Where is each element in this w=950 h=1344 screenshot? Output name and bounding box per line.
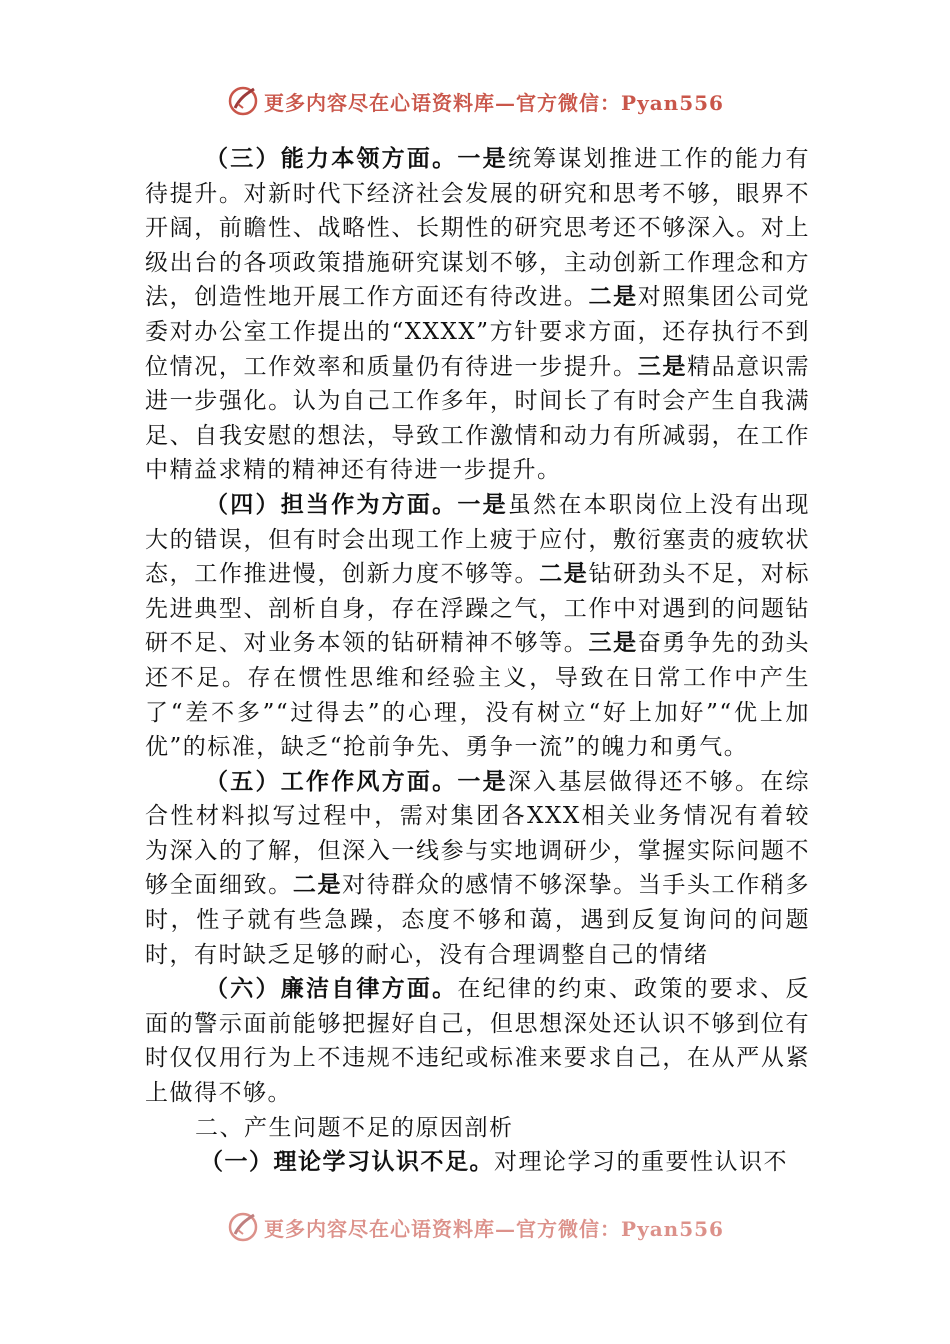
paragraph-text: 统筹谋划推进工作的能力有待提升。对新时代下经济社会发展的研究和思考不够，眼界不开阔，前瞻性、战略性、长期性的研究思考还不够深入。对上级出台的各项政策措施研究谋划不够，主动创新工作理念和方法，创造性地开展工作方面还有待改进。 (145, 146, 811, 311)
enumerator-bold: 三是 (588, 630, 638, 657)
paragraph-text: 钻研劲头不足，对标先进典型、剖析自身，存在浮躁之气，工作中对遇到的问题钻研不足、对业务本领的钻研精神不够等。 (145, 561, 811, 657)
paragraph-lead: （四）担当作为方面。 (205, 491, 458, 518)
section-heading: 二、产生问题不足的原因剖析 (195, 1114, 514, 1141)
paragraph-lead: （三）能力本领方面。 (205, 146, 458, 172)
paragraph-text: 精品意识需进一步强化。认为自己工作多年，时间长了有时会产生自我满足、自我安慰的想法，导致工作激情和动力有所减弱，在工作中精益求精的精神还有待进一步提升。 (145, 353, 811, 484)
brush-logo-icon (226, 84, 260, 118)
paragraph (145, 142, 810, 488)
paragraph-text: 对照集团公司党委对办公室工作提出的“XXXX”方针要求方面，还存执行不到位情况，工作效率和质量仍有待进一步提升。 (145, 284, 811, 380)
document-body (145, 142, 810, 1180)
enumerator-bold: 一是 (457, 146, 508, 172)
enumerator-bold: 一是 (457, 491, 508, 518)
paragraph-text: 奋勇争先的劲头还不足。存在惯性思维和经验主义，导致在日常工作中产生了“差不多”“过得去”的心理，没有树立“好上加好”“优上加优”的标准，缺乏“抢前争先、勇争一流”的魄力和勇气。 (145, 630, 811, 761)
paragraph (145, 1145, 810, 1180)
paragraph (145, 972, 810, 1110)
enumerator-bold: 一是 (457, 768, 508, 795)
paragraph (145, 765, 810, 973)
enumerator-bold: 二是 (539, 561, 589, 588)
watermark-header (0, 84, 950, 118)
paragraph (145, 488, 810, 765)
watermark-footer (0, 1210, 950, 1244)
watermark-text: 更多内容尽在心语资料库—官方微信：Pyan556 (264, 90, 724, 115)
paragraph-lead: （六）廉洁自律方面。 (205, 976, 458, 1003)
watermark-text: 更多内容尽在心语资料库—官方微信：Pyan556 (264, 1216, 724, 1241)
paragraph-lead: （五）工作作风方面。 (205, 768, 458, 795)
paragraph-lead: （一）理论学习认识不足。 (200, 1149, 494, 1176)
paragraph-text: 深入基层做得还不够。在综合性材料拟写过程中，需对集团各XXX相关业务情况有着较为深入的了解，但深入一线参与实地调研少，掌握实际问题不够全面细致。 (145, 768, 811, 899)
enumerator-bold: 二是 (588, 284, 638, 311)
enumerator-bold: 三是 (637, 353, 687, 380)
paragraph-text: 对待群众的感情不够深挚。当手头工作稍多时，性子就有些急躁，态度不够和蔼，遇到反复询问的问题时，有时缺乏足够的耐心，没有合理调整自己的情绪 (145, 872, 811, 968)
brush-logo-icon (226, 1210, 260, 1244)
paragraph-text: 对理论学习的重要性认识不 (494, 1149, 788, 1176)
paragraph-text: 在纪律的约束、政策的要求、反面的警示面前能够把握好自己，但思想深处还认识不够到位有时仅仅用行为上不违规不违纪或标准来要求自己，在从严从紧上做得不够。 (145, 976, 811, 1107)
paragraph-text: 虽然在本职岗位上没有出现大的错误，但有时会出现工作上疲于应付，敷衍塞责的疲软状态，工作推进慢，创新力度不够等。 (145, 491, 811, 588)
enumerator-bold: 二是 (292, 872, 343, 899)
